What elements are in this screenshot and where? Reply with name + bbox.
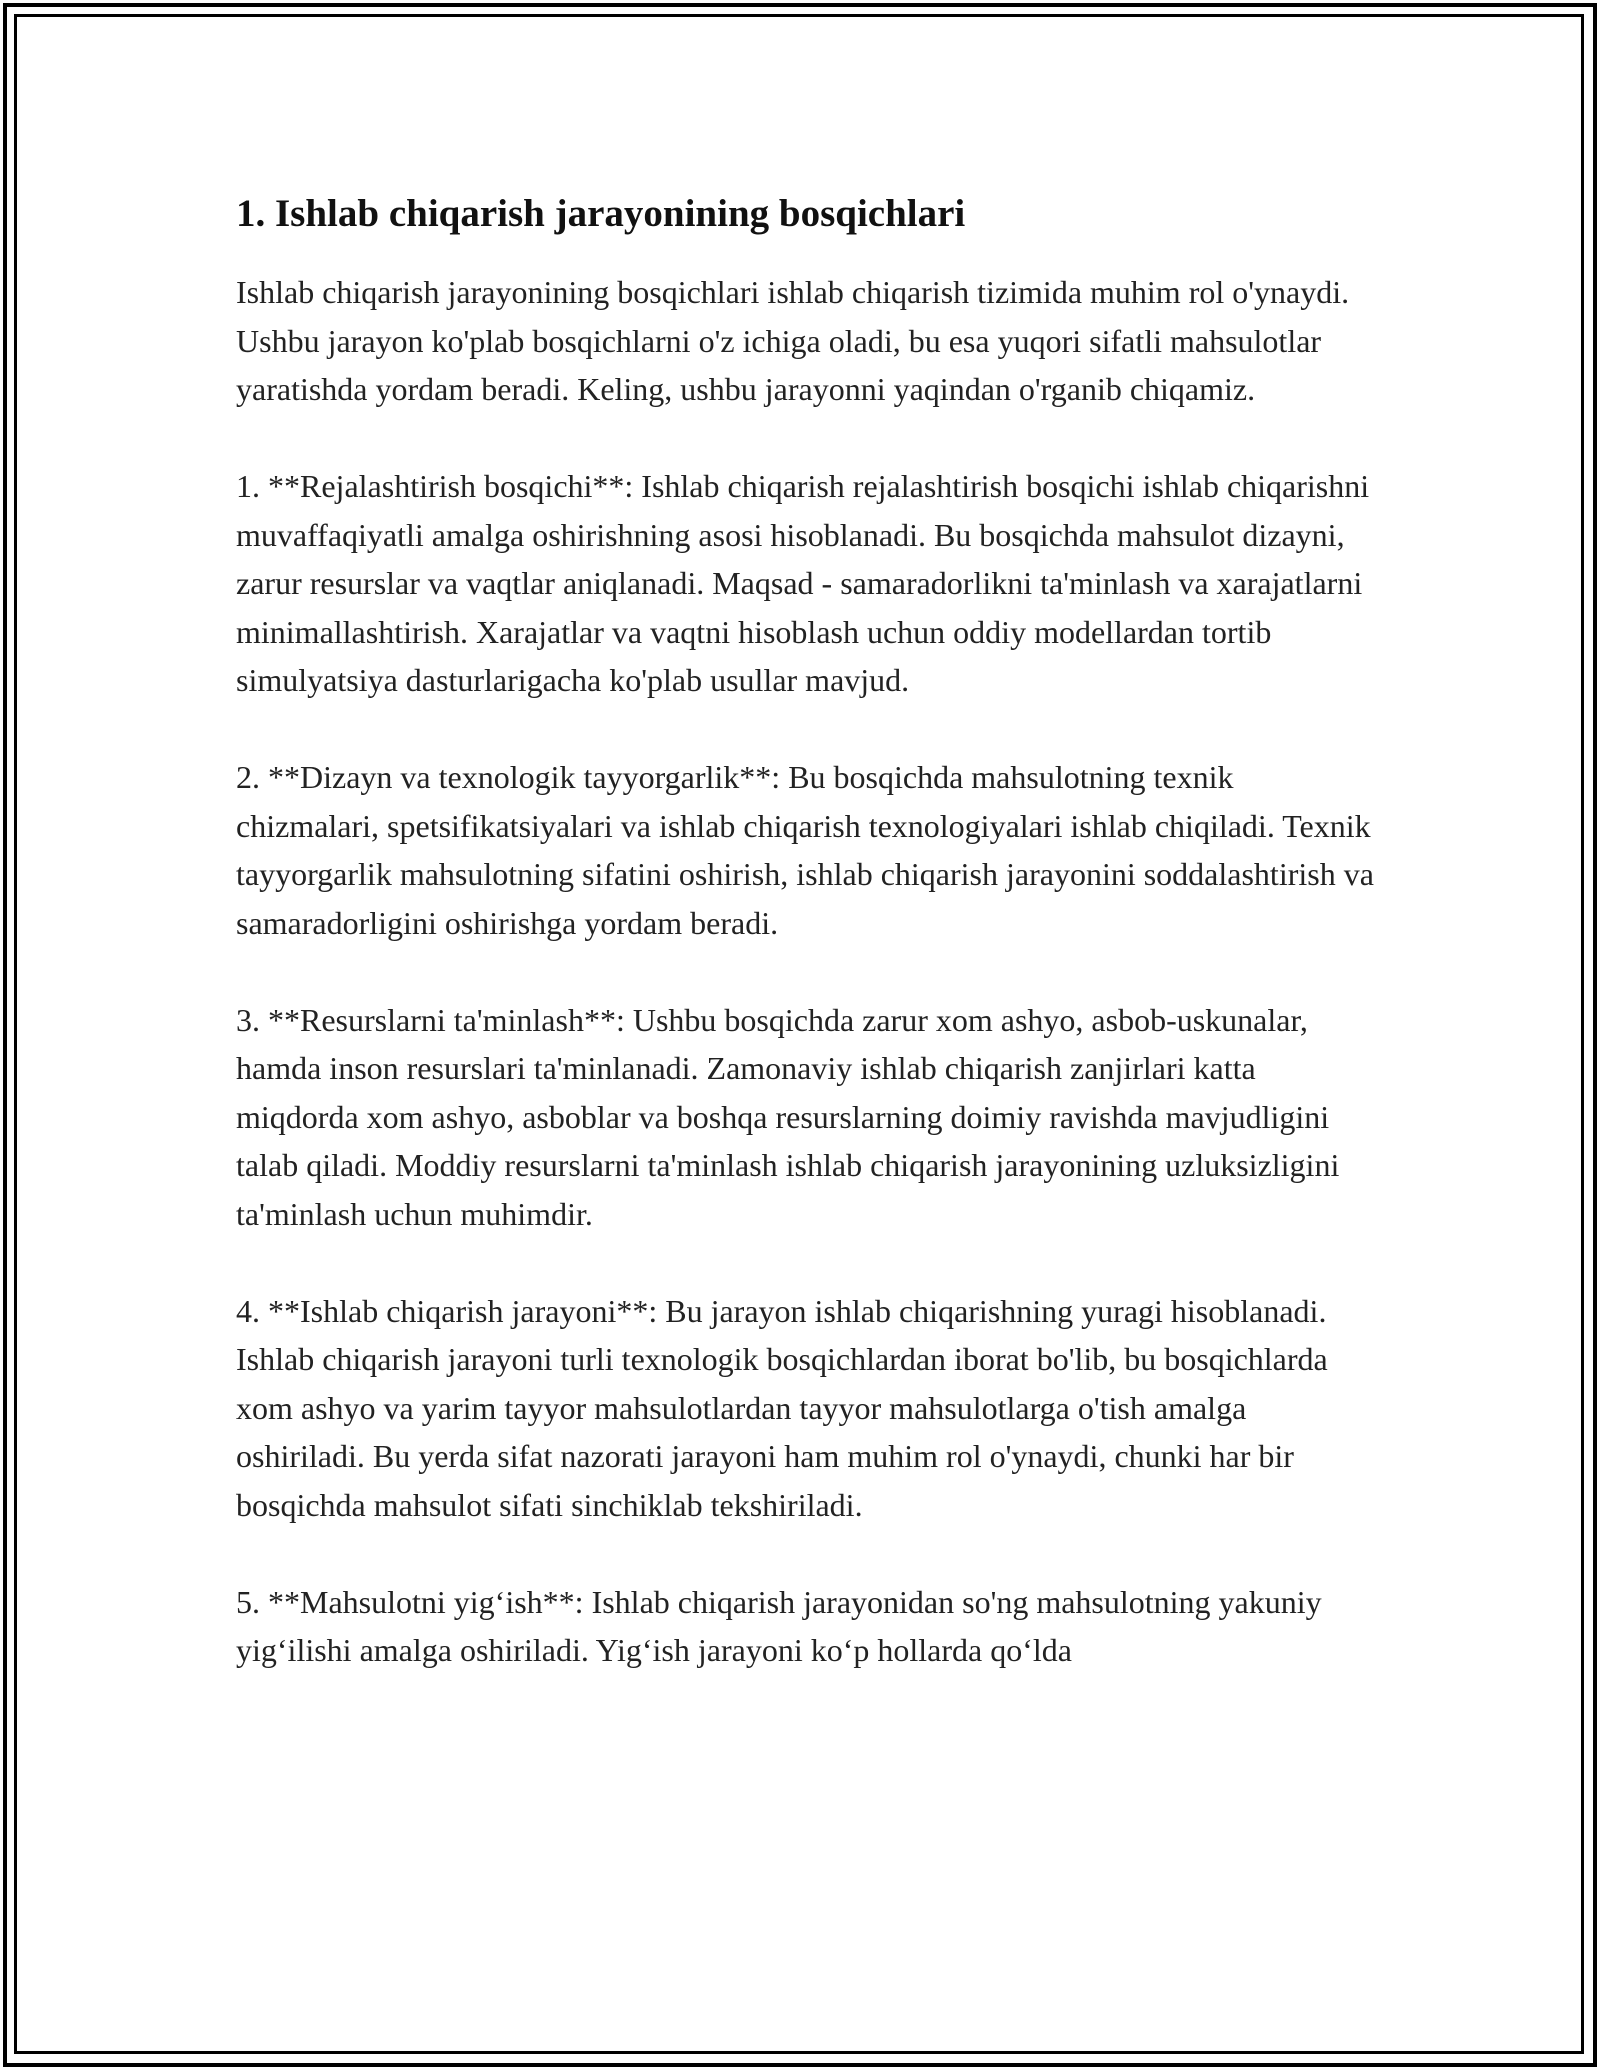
section-paragraph-design: 2. **Dizayn va texnologik tayyorgarlik**: Bu bosqichda mahsulotning texnik chizmalari, spetsifikatsiyalari va ishlab chiqarish texnologiyalari ishlab chiqiladi. Texnik tayyorgarlik mahsulotning sifatini oshirish, ishlab chiqarish jarayonini soddalashtirish va samaradorligini oshirishga yordam beradi. [236, 759, 1374, 941]
intro-paragraph: Ishlab chiqarish jarayonining bosqichlari ishlab chiqarish tizimida muhim rol o'ynaydi. Ushbu jarayon ko'plab bosqichlarni o'z ichiga oladi, bu esa yuqori sifatli mahsulotlar yaratishda yordam beradi. Keling, ushbu jarayonni yaqindan o'rganib chiqamiz. [236, 274, 1350, 407]
document-body [236, 186, 1376, 1675]
page-title: 1. Ishlab chiqarish jarayonining bosqichlari [236, 192, 966, 235]
section-paragraph-assembly: 5. **Mahsulotni yig‘ish**: Ishlab chiqarish jarayonidan so'ng mahsulotning yakuniy yig‘ilishi amalga oshiriladi. Yig‘ish jarayoni ko‘p hollarda qo‘lda [236, 1583, 1322, 1668]
section-paragraph-planning: 1. **Rejalashtirish bosqichi**: Ishlab chiqarish rejalashtirish bosqichi ishlab chiqarishni muvaffaqiyatli amalga oshirishning asosi hisoblanadi. Bu bosqichda mahsulot dizayni, zarur resurslar va vaqtlar aniqlanadi. Maqsad - samaradorlikni ta'minlash va xarajatlarni minimallashtirish. Xarajatlar va vaqtni hisoblash uchun oddiy modellardan tortib simulyatsiya dasturlarigacha ko'plab usullar mavjud. [236, 468, 1370, 698]
section-paragraph-resources: 3. **Resurslarni ta'minlash**: Ushbu bosqichda zarur xom ashyo, asbob-uskunalar, hamda inson resurslari ta'minlanadi. Zamonaviy ishlab chiqarish zanjirlari katta miqdorda xom ashyo, asboblar va boshqa resurslarning doimiy ravishda mavjudligini talab qiladi. Moddiy resurslarni ta'minlash ishlab chiqarish jarayonining uzluksizligini ta'minlash uchun muhimdir. [236, 1001, 1340, 1232]
section-paragraph-production: 4. **Ishlab chiqarish jarayoni**: Bu jarayon ishlab chiqarishning yuragi hisoblanadi. Ishlab chiqarish jarayoni turli texnologik bosqichlardan iborat bo'lib, bu bosqichlarda xom ashyo va yarim tayyor mahsulotlardan tayyor mahsulotlarga o'tish amalga oshiriladi. Bu yerda sifat nazorati jarayoni ham muhim rol o'ynaydi, chunki har bir bosqichda mahsulot sifati sinchiklab tekshiriladi. [236, 1292, 1328, 1523]
